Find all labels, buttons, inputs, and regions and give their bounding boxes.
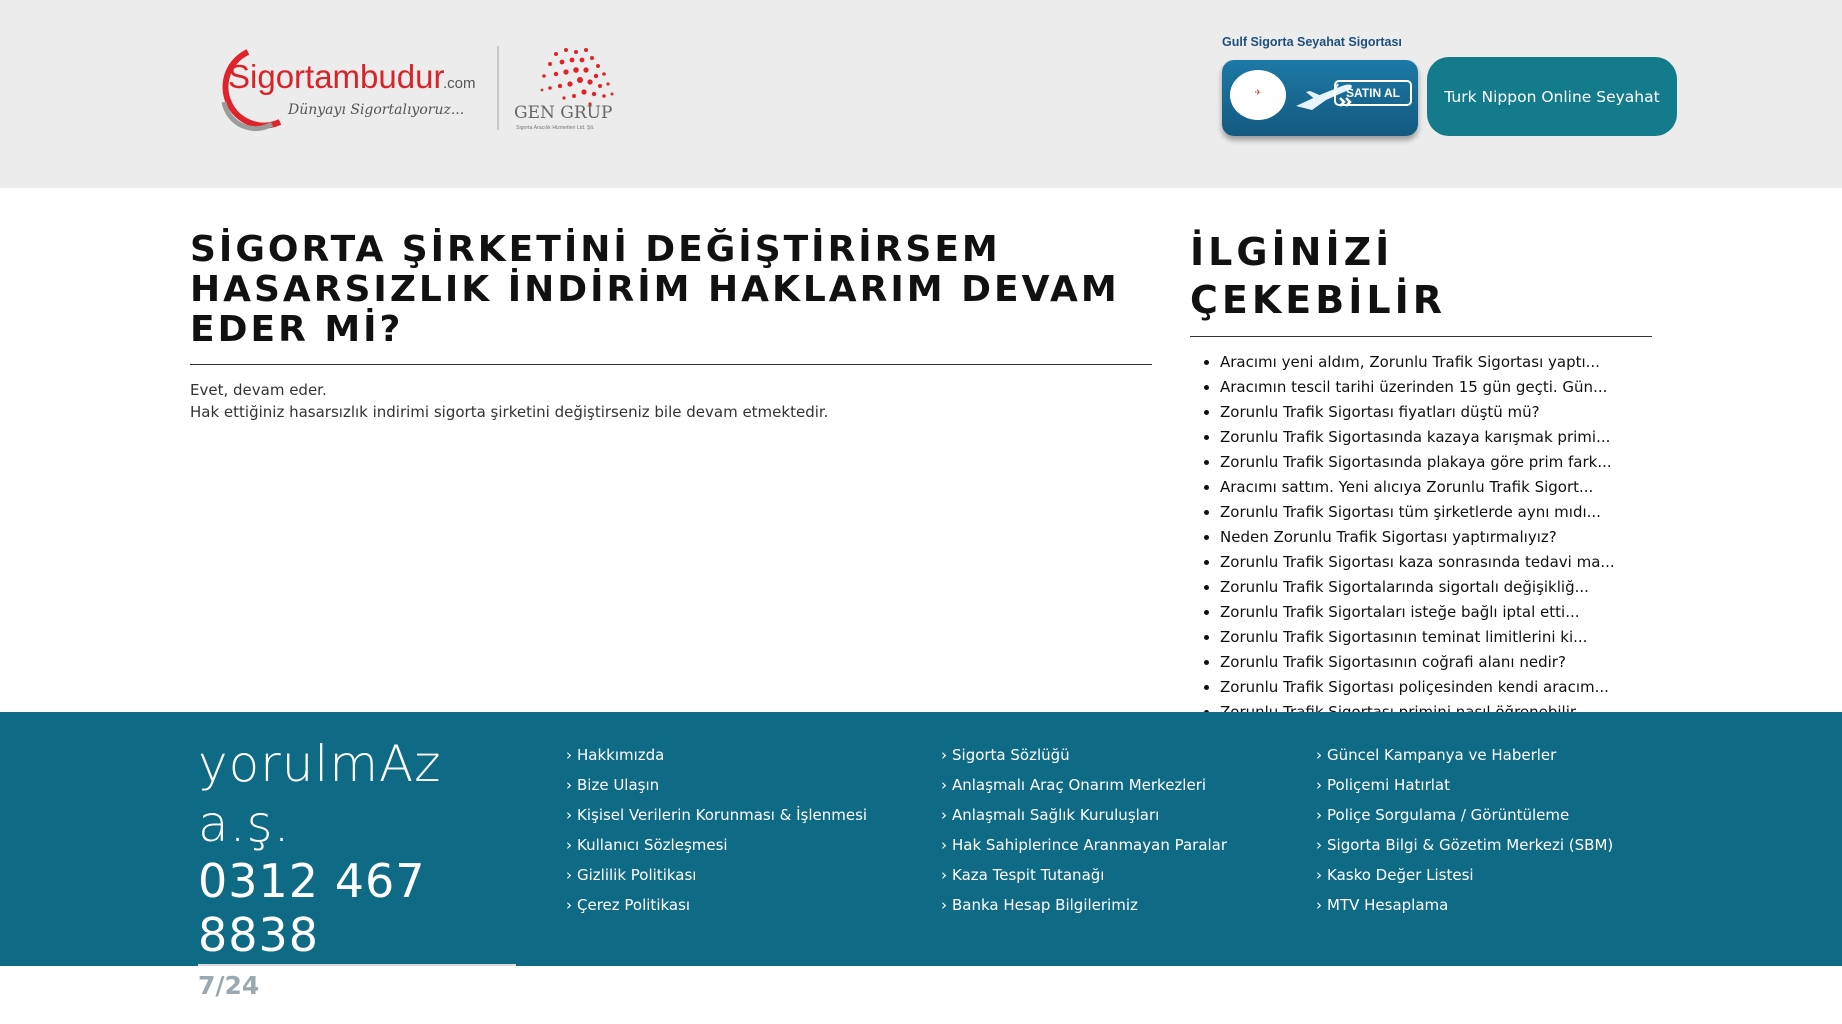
chevron-right-icon: › — [1316, 896, 1322, 914]
footer-link-label: MTV Hesaplama — [1327, 896, 1449, 914]
footer-link[interactable] — [1316, 800, 1613, 830]
footer-link[interactable] — [941, 860, 1227, 890]
related-link[interactable]: Zorunlu Trafik Sigortası poliçesinden kendi aracım... — [1220, 678, 1609, 696]
footer-link[interactable] — [941, 770, 1227, 800]
chevron-right-icon: › — [941, 806, 947, 824]
chevron-right-icon: › — [1316, 776, 1322, 794]
chevron-right-icon: › — [941, 866, 947, 884]
list-item — [1220, 375, 1652, 400]
footer-link[interactable] — [1316, 860, 1613, 890]
footer-link-label: Kaza Tespit Tutanağı — [952, 866, 1105, 884]
related-link[interactable]: Aracımı sattım. Yeni alıcıya Zorunlu Trafik Sigort... — [1220, 478, 1594, 496]
contact-line — [198, 970, 533, 1002]
svg-text:Sigortambudur: Sigortambudur — [228, 58, 445, 95]
related-sidebar — [1190, 228, 1652, 725]
article-body — [190, 379, 1152, 423]
footer-link-label: Çerez Politikası — [577, 896, 691, 914]
ad-buy-button[interactable]: SATIN AL — [1334, 80, 1412, 106]
related-link[interactable]: Neden Zorunlu Trafik Sigortası yaptırmalıyız? — [1220, 528, 1557, 546]
list-item — [1220, 475, 1652, 500]
footer-link[interactable] — [941, 800, 1227, 830]
list-item — [1220, 600, 1652, 625]
svg-text:Dünyayı Sigortalıyoruz...: Dünyayı Sigortalıyoruz... — [288, 102, 465, 118]
chevron-right-icon: › — [1316, 866, 1322, 884]
facebook-link[interactable]: Facebook — [318, 1008, 384, 1024]
phone-number[interactable]: 0312 467 8838 — [198, 854, 426, 962]
footer-link[interactable] — [941, 830, 1227, 860]
related-link[interactable]: Zorunlu Trafik Sigortası tüm şirketlerde aynı mıdı... — [1220, 503, 1601, 521]
footer-link-label: Güncel Kampanya ve Haberler — [1327, 746, 1557, 764]
list-item — [1220, 400, 1652, 425]
chevron-right-icon: › — [941, 746, 947, 764]
footer-link-label: Kasko Değer Listesi — [1327, 866, 1474, 884]
chevron-right-icon: › — [1316, 836, 1322, 854]
footer-column-2 — [941, 740, 1227, 920]
footer-link[interactable] — [1316, 770, 1613, 800]
related-link[interactable]: Aracımın tescil tarihi üzerinden 15 gün geçti. Gün... — [1220, 378, 1608, 396]
footer-link[interactable] — [566, 740, 867, 770]
footer-link[interactable] — [566, 860, 867, 890]
youtube-link[interactable]: Youtube — [249, 1008, 305, 1024]
footer-link-label: Gizlilik Politikası — [577, 866, 697, 884]
chevron-right-icon: › — [1316, 806, 1322, 824]
related-link[interactable]: Zorunlu Trafik Sigortasının coğrafi alanı nedir? — [1220, 653, 1566, 671]
social-links — [198, 1008, 516, 1024]
chevron-right-icon: › — [566, 776, 572, 794]
social-separator: | — [309, 1008, 314, 1024]
list-item — [1220, 350, 1652, 375]
related-link[interactable]: Zorunlu Trafik Sigortaları isteğe bağlı iptal etti... — [1220, 603, 1580, 621]
page-title: SİGORTA ŞİRKETİNİ DEĞİŞTİRİRSEM HASARSIZLIK İNDİRİM HAKLARIM DEVAM EDER Mİ? — [190, 229, 1120, 350]
gulf-logo-badge — [1230, 70, 1286, 120]
footer-link-label: Poliçemi Hatırlat — [1327, 776, 1450, 794]
chevron-right-icon: › — [566, 806, 572, 824]
chevron-right-icon: › — [941, 836, 947, 854]
footer-link-label: Kişisel Verilerin Korunması & İşlenmesi — [577, 806, 868, 824]
email-link[interactable]: info@gengrup.com — [267, 971, 533, 1000]
sidebar-divider — [1190, 336, 1652, 337]
related-link[interactable]: Zorunlu Trafik Sigortalarında sigortalı değişikliğ... — [1220, 578, 1589, 596]
site-header — [0, 0, 1842, 188]
footer-link[interactable] — [1316, 740, 1613, 770]
chevron-right-icon: › — [566, 836, 572, 854]
related-link[interactable]: Zorunlu Trafik Sigortası kaza sonrasında tedavi ma... — [1220, 553, 1615, 571]
footer-link-label: Anlaşmalı Sağlık Kuruluşları — [952, 806, 1160, 824]
related-link[interactable]: Zorunlu Trafik Sigortasının teminat limitlerini ki... — [1220, 628, 1588, 646]
footer-link[interactable] — [1316, 830, 1613, 860]
chevron-right-icon: › — [566, 896, 572, 914]
related-list — [1190, 350, 1652, 725]
gulf-travel-ad-banner[interactable] — [1222, 60, 1418, 136]
related-link[interactable]: Zorunlu Trafik Sigortası fiyatları düştü mü? — [1220, 403, 1540, 421]
site-logo[interactable] — [210, 44, 630, 134]
chevron-right-icon: › — [566, 746, 572, 764]
related-link[interactable]: Aracımı yeni aldım, Zorunlu Trafik Sigortası yaptı... — [1220, 353, 1600, 371]
article — [190, 230, 1152, 423]
list-item — [1220, 450, 1652, 475]
footer-link-label: Poliçe Sorgulama / Görüntüleme — [1327, 806, 1570, 824]
site-footer — [0, 712, 1842, 1024]
chevron-right-icon: › — [941, 776, 947, 794]
social-separator: | — [388, 1008, 393, 1024]
footer-link[interactable] — [941, 890, 1227, 920]
footer-link[interactable] — [941, 740, 1227, 770]
list-item — [1220, 650, 1652, 675]
ad-label: Gulf Sigorta Seyahat Sigortası — [1222, 35, 1402, 49]
footer-brand — [198, 734, 533, 1024]
footer-link[interactable] — [566, 890, 867, 920]
list-item — [1220, 675, 1652, 700]
footer-link-label: Sigorta Sözlüğü — [952, 746, 1070, 764]
footer-link-label: Hakkımızda — [577, 746, 665, 764]
list-item — [1220, 525, 1652, 550]
instagram-link[interactable]: İnstagram — [397, 1008, 465, 1024]
list-item — [1220, 500, 1652, 525]
logo-divider — [497, 46, 499, 130]
brand-name: yorulmAz a.ş. — [198, 735, 442, 853]
answer-line-2: Hak ettiğiniz hasarsızlık indirimi sigorta şirketini değiştirseniz bile devam etmektedir. — [190, 403, 829, 421]
svg-text:GEN GRUP: GEN GRUP — [514, 103, 613, 123]
turk-nippon-online-button[interactable]: Turk Nippon Online Seyahat — [1427, 57, 1677, 136]
sigortambudur-logo[interactable] — [210, 44, 485, 134]
footer-link-label: Anlaşmalı Araç Onarım Merkezleri — [952, 776, 1207, 794]
gengrup-logo[interactable] — [506, 44, 630, 134]
footer-link-label: Banka Hesap Bilgilerimiz — [952, 896, 1138, 914]
footer-column-1 — [566, 740, 867, 920]
footer-link[interactable] — [1316, 890, 1613, 920]
list-item — [1220, 575, 1652, 600]
footer-link-label: Sigorta Bilgi & Gözetim Merkezi (SBM) — [1327, 836, 1614, 854]
hours-label: 7/24 — [198, 971, 260, 1000]
chevron-right-icon: › — [1316, 746, 1322, 764]
answer-line-1: Evet, devam eder. — [190, 381, 327, 399]
chevron-right-icon: › — [566, 866, 572, 884]
gulf-logo-icon: ✈ — [1254, 88, 1262, 97]
list-item — [1220, 425, 1652, 450]
footer-link-label: Bize Ulaşın — [577, 776, 660, 794]
footer-link[interactable] — [566, 770, 867, 800]
svg-text:Sigorta Aracılık Hizmetleri Lt: Sigorta Aracılık Hizmetleri Ltd. Şti. — [516, 125, 595, 131]
chevron-right-icon: › — [941, 896, 947, 914]
footer-link-label: Hak Sahiplerince Aranmayan Paralar — [952, 836, 1228, 854]
related-link[interactable]: Zorunlu Trafik Sigortasında plakaya göre prim fark... — [1220, 453, 1612, 471]
sidebar-title: İLGİNİZİ ÇEKEBİLİR — [1190, 230, 1446, 322]
list-item — [1220, 550, 1652, 575]
footer-column-3 — [1316, 740, 1613, 920]
footer-link-label: Kullanıcı Sözleşmesi — [577, 836, 728, 854]
title-divider — [190, 364, 1152, 365]
related-link[interactable]: Zorunlu Trafik Sigortasında kazaya karışmak primi... — [1220, 428, 1611, 446]
footer-link[interactable] — [566, 800, 867, 830]
svg-text:.com: .com — [443, 75, 476, 92]
list-item — [1220, 625, 1652, 650]
footer-link[interactable] — [566, 830, 867, 860]
